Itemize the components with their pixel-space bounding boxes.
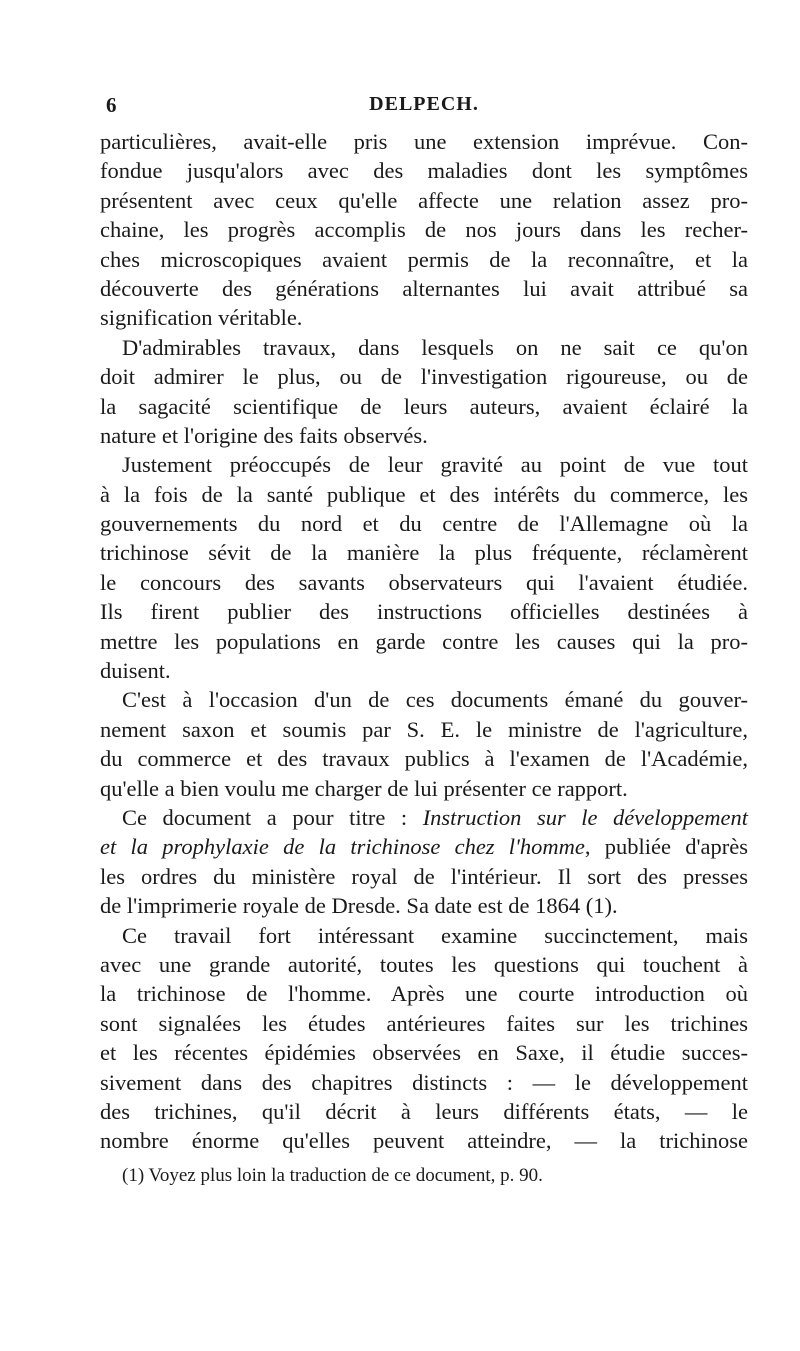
text-line: avec une grande autorité, toutes les questions qui touchent à [100, 951, 748, 977]
footnote: (1) Voyez plus loin la traduction de ce document, p. 90. [122, 1164, 543, 1186]
text-line: de l'imprimerie royale de Dresde. Sa date est de 1864 (1). [100, 893, 618, 919]
page [100, 93, 748, 1188]
text-line: chaine, les progrès accomplis de nos jours dans les recher- [100, 217, 748, 243]
text-line: Justement préoccupés de leur gravité au point de vue tout [122, 452, 748, 478]
text-line: C'est à l'occasion d'un de ces documents émané du gouver- [122, 687, 748, 713]
text-line: la trichinose de l'homme. Après une courte introduction où [100, 981, 748, 1007]
text-line: nature et l'origine des faits observés. [100, 422, 428, 448]
text-line: Ils firent publier des instructions officielles destinées à [100, 599, 748, 625]
title-outro: , publiée d'après [584, 834, 748, 860]
text-line: duisent. [100, 658, 171, 684]
text-line: présentent avec ceux qu'elle affecte une relation assez pro- [100, 187, 748, 213]
text-line: trichinose sévit de la manière la plus fréquente, réclamèrent [100, 540, 748, 566]
text-line: nombre énorme qu'elles peuvent atteindre, — la trichinose [100, 1128, 748, 1154]
text-line: signification véritable. [100, 305, 303, 331]
text-line [100, 832, 748, 861]
page-header [100, 93, 748, 127]
text-line: fondue jusqu'alors avec des maladies dont les symptômes [100, 158, 748, 184]
text-line: ches microscopiques avaient permis de la reconnaître, et la [100, 246, 748, 272]
text-line: nement saxon et soumis par S. E. le ministre de l'agriculture, [100, 716, 748, 742]
text-line: gouvernements du nord et du centre de l'Allemagne où la [100, 511, 748, 537]
text-line: doit admirer le plus, ou de l'investigation rigoureuse, ou de [100, 364, 748, 390]
title-intro: Ce document a pour titre : [122, 804, 423, 830]
text-line: mettre les populations en garde contre les causes qui la pro- [100, 628, 748, 654]
text-line: et les récentes épidémies observées en Saxe, il étudie succes- [100, 1040, 748, 1066]
text-line: sont signalées les études antérieures faites sur les trichines [100, 1010, 748, 1036]
running-head: DELPECH. [369, 93, 479, 115]
text-line: sivement dans des chapitres distincts : — le développement [100, 1069, 748, 1095]
text-line: le concours des savants observateurs qui l'avaient étudiée. [100, 569, 748, 595]
text-line [100, 803, 748, 832]
text-line: du commerce et des travaux publics à l'examen de l'Académie, [100, 746, 748, 772]
page-number: 6 [106, 93, 117, 117]
document-title-part1: Instruction sur le développement [422, 804, 748, 830]
text-line: Ce travail fort intéressant examine succinctement, mais [122, 922, 748, 948]
text-line: les ordres du ministère royal de l'intérieur. Il sort des presses [100, 863, 748, 889]
document-title-part2: et la prophylaxie de la trichinose chez l'homme [100, 834, 585, 860]
text-line: particulières, avait-elle pris une extension imprévue. Con- [100, 129, 748, 154]
text-line: qu'elle a bien voulu me charger de lui présenter ce rapport. [100, 775, 628, 801]
text-line: découverte des générations alternantes lui avait attribué sa [100, 275, 748, 301]
body-text [100, 127, 748, 1156]
text-line: la sagacité scientifique de leurs auteurs, avaient éclairé la [100, 393, 748, 419]
text-line: à la fois de la santé publique et des intérêts du commerce, les [100, 481, 748, 507]
text-line: D'admirables travaux, dans lesquels on ne sait ce qu'on [122, 334, 748, 360]
text-line: des trichines, qu'il décrit à leurs différents états, — le [100, 1098, 748, 1124]
